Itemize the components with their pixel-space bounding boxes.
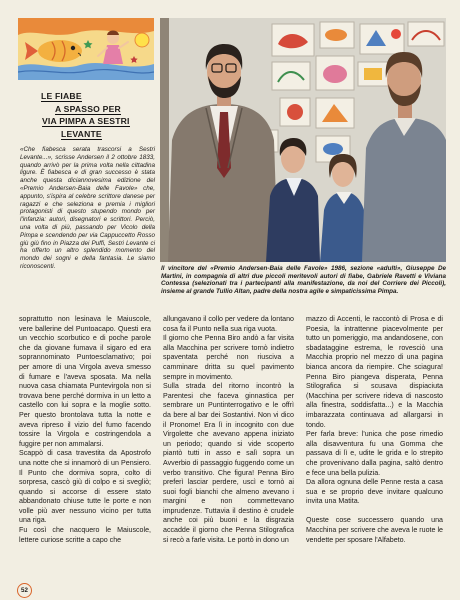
- sun-drawing: [135, 33, 149, 47]
- headline-line-4: [18, 124, 156, 137]
- body-paragraph: soprattutto non lesinava le Maiuscole, vere ballerine del Puntoacapo. Questi era un vecchio scorbutico e di poche parole che da giovane fumava il sigaro ed era soprannominato Puntoesclamativo; poi per amore di una Virgola aveva smesso di fumare e l'aveva sposata. Ma nella nuova casa chiamata Puntevirgola non si trovava bene perché dormiva in un letto a castello con lui sopra e la moglie sotto. Per questo brontolava tutta la notte e aveva ripreso il vizio del fumo facendo tossire la Virgola e costringendola a fuggire per non ammalarsi.: [19, 315, 151, 448]
- page-number: 52: [17, 583, 32, 598]
- children-drawing-illustration: [18, 18, 154, 80]
- body-paragraph: Il giorno che Penna Biro andò a far visita alla Macchina per scrivere tornò indietro spaventata perché non riusciva a camminare dritta su quel pavimento sempre in movimento.: [163, 334, 294, 381]
- body-paragraph: Fu così che nacquero le Maiuscole, lettere curiose scritte a capo che: [19, 526, 151, 544]
- body-column-2: [163, 315, 294, 545]
- body-paragraph: mazzo di Accenti, le raccontò di Prosa e di Poesia, la intrattenne piacevolmente per tutto un pomeriggio, ma andandosene, con sbadataggine estrema, le rovesciò una Macchia proprio nel mezzo di una pagina bianca ancora da riempire. Che sciagura! Penna Biro piangeva disperata, Penna Stilografica si scusava dispiaciuta (Macchina per scrivere rideva di nascosto alla finestra, soddisfatta...) e la Macchia imbarazzata continuava ad allargarsi in tondo.: [306, 315, 443, 429]
- headline-text-2: A SPASSO PER: [55, 103, 121, 114]
- award-winners-photo: [160, 18, 446, 262]
- closing-paragraph: Queste cose successero quando una Macchina per scrivere che aveva le ruote le vendette per sposare l'Alfabeto.: [306, 516, 443, 544]
- article-headline: [18, 86, 156, 139]
- body-column-3: [306, 315, 443, 545]
- intro-paragraph: «Che fiabesca serata trascorsi a Sestri Levante...», scrisse Andersen il 2 ottobre 1833, quando arrivò per la prima volta nella cittadina ligure. È fiabesca e di gran successo è stata anche questa diciannovesima edizione del «Premio Andersen-Baia delle Favole» che, appunto, s'ispira al celebre scrittore danese per ragazzi e che seleziona e premia i migliori protagonisti di questo stupendo mondo per l'infanzia: autori, disegnatori e scrittori. Perciò, una volta di più, passando per Vicolo della Pimpa e scendendo per via Cappuccetto Rosso giù giù fino in Piazza dei Puffi, Sestri Levante ci ha offerto un altro splendido momento del mondo dei sogni e della fantasia. Le siamo riconoscenti.: [20, 146, 155, 270]
- man-right-sweater: [362, 118, 446, 262]
- headline-line-2: [18, 99, 156, 112]
- body-paragraph: Scappò di casa travestita da Apostrofo una notte che si innamorò di un Pensiero. Il Punto che dormiva sopra, colto di sorpresa, cascò giù di colpo e si svegliò; quando si accorse di essere stato abbandonato chiuse tutte le porte e non volle più aver nessuno vicino per tutta una riga.: [19, 449, 151, 525]
- headline-text-1: LE FIABE: [41, 91, 82, 101]
- photo-scene: [160, 18, 446, 262]
- body-paragraph: Da allora ognuna delle Penne resta a casa sua e se proprio deve invitare qualcuno invita una Matita.: [306, 478, 443, 506]
- headline-text-4: LEVANTE: [61, 128, 102, 139]
- body-column-1: [19, 315, 151, 545]
- headline-text-3: VIA PIMPA A SESTRI: [42, 116, 130, 126]
- headline-line-1: [18, 86, 156, 99]
- body-paragraph: Per farla breve: l'unica che pose rimedio alla disavventura fu una Gomma che passava di lì e, udite le grida e lo strepito che provenivano dalla pagina, saltò dentro e fece una bella pulizia.: [306, 430, 443, 477]
- body-paragraph: allungavano il collo per vedere da lontano cosa fa il Punto nella sua riga vuota.: [163, 315, 294, 333]
- door-frame: [160, 18, 169, 262]
- photo-caption: Il vincitore del «Premio Andersen-Baia delle Favole» 1986, sezione «adulti», Giuseppe De Martini, in compagnia di altri due piccoli meritevoli autori di fiabe, Gabriele Ravetti e Viviana Contessa (selezionati tra i partecipanti alla manifestazione, da noi del Corriere dei Piccoli), insieme al grande Tullio Altan, padre della nostra agile e simpaticissima Pimpa.: [161, 265, 446, 296]
- headline-line-3: [18, 111, 156, 124]
- body-paragraph: Sulla strada del ritorno incontrò la Parentesi che faceva ginnastica per sembrare un Puntinterrogativo e le offrì da bere al bar dei Sostantivi. Non vi dico il Pronome! Era lì in incognito con due Virgolette che avevano appena iniziato un periodo; quando si vide scoperto piantò tutti in asso e salì sopra un Avverbio di passaggio fuggendo come un verbo transitivo. Che figura! Penna Biro preferì lasciar perdere, uscì e tornò ai suoi fogli bianchi che almeno avevano i margini e non commettevano imprudenze. Tuttavia il destino è crudele anche coi più buoni e la disgrazia accadde il giorno che Penna Stilografica si recò a farle visita. Le portò in dono un: [163, 382, 294, 544]
- illustration-art: [18, 18, 154, 80]
